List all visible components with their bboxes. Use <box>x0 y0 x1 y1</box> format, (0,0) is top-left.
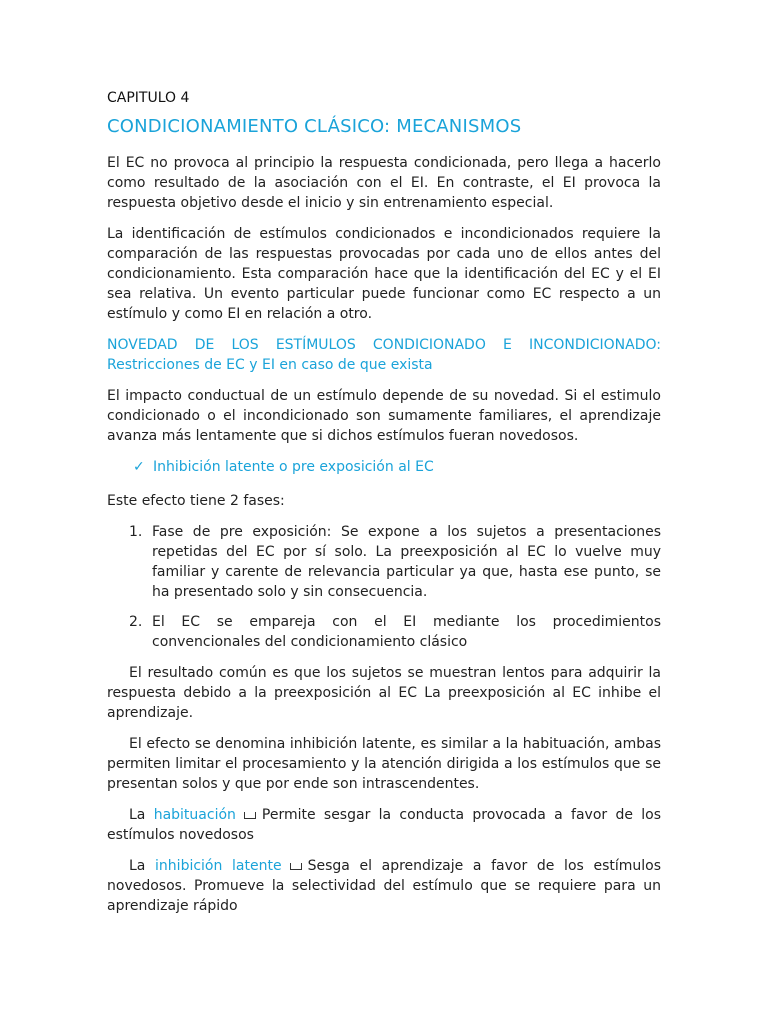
paragraph-3: El impacto conductual de un estímulo depende de su novedad. Si el estimulo condicionado o el incondicionado son sumamente familiares, el aprendizaje avanza más lentamente que si dichos estímulos fueran novedosos. <box>107 388 661 444</box>
section-subheading: NOVEDAD DE LOS ESTÍMULOS CONDICIONADO E INCONDICIONADO: Restricciones de EC y EI en caso de que exista <box>107 337 661 373</box>
checklist-item <box>133 457 661 477</box>
document-body <box>107 90 661 927</box>
paragraph-lead: La <box>129 858 146 874</box>
list-item <box>107 522 661 602</box>
term-habituation: habituación <box>153 807 236 823</box>
placeholder-symbol-icon <box>290 863 302 870</box>
list-item-text: Fase de pre exposición: Se expone a los sujetos a presentaciones repetidas del EC por sí solo. La preexposición al EC lo vuelve muy familiar y carente de relevancia particular ya que, hasta ese punto, se ha presentado solo y sin consecuencia. <box>152 524 661 600</box>
paragraph-1: El EC no provoca al principio la respuesta condicionada, pero llega a hacerlo como resultado de la asociación con el EI. En contraste, el EI provoca la respuesta objetivo desde el inicio y sin entrenamiento especial. <box>107 155 661 211</box>
list-item-text: El EC se empareja con el EI mediante los procedimientos convencionales del condicionamiento clásico <box>152 614 661 650</box>
paragraph-habituation <box>107 805 661 845</box>
paragraph-4: Este efecto tiene 2 fases: <box>107 493 285 509</box>
paragraph-6: El efecto se denomina inhibición latente, es similar a la habituación, ambas permiten limitar el procesamiento y la atención dirigida a los estímulos que se presentan solos y que por ende son intrascendentes. <box>107 736 661 792</box>
paragraph-lead: La <box>129 807 146 823</box>
checkmark-icon: ✓ <box>133 459 145 475</box>
phases-list <box>107 522 661 652</box>
paragraph-5: El resultado común es que los sujetos se muestran lentos para adquirir la respuesta debido a la preexposición al EC La preexposición al EC inhibe el aprendizaje. <box>107 665 661 721</box>
paragraph-rest: Permite sesgar la conducta provocada a favor de los estímulos novedosos <box>107 807 661 843</box>
checklist-item-label: Inhibición latente o pre exposición al EC <box>153 459 434 475</box>
list-item-number: 2. <box>129 614 143 630</box>
page-title: CONDICIONAMIENTO CLÁSICO: MECANISMOS <box>107 116 522 137</box>
term-latent-inhibition: inhibición latente <box>155 858 282 874</box>
list-item <box>107 612 661 652</box>
chapter-label: CAPITULO 4 <box>107 90 190 106</box>
paragraph-rest: Sesga el aprendizaje a favor de los estímulos novedosos. Promueve la selectividad del estímulo que se requiere para un aprendizaje rápido <box>107 858 661 914</box>
paragraph-latent-inhibition <box>107 856 661 916</box>
paragraph-2: La identificación de estímulos condicionados e incondicionados requiere la comparación de las respuestas provocadas por cada uno de ellos antes del condicionamiento. Esta comparación hace que la identificación del EC y el EI sea relativa. Un evento particular puede funcionar como EC respecto a un estímulo y como EI en relación a otro. <box>107 226 661 322</box>
placeholder-symbol-icon <box>244 812 256 819</box>
list-item-number: 1. <box>129 524 143 540</box>
